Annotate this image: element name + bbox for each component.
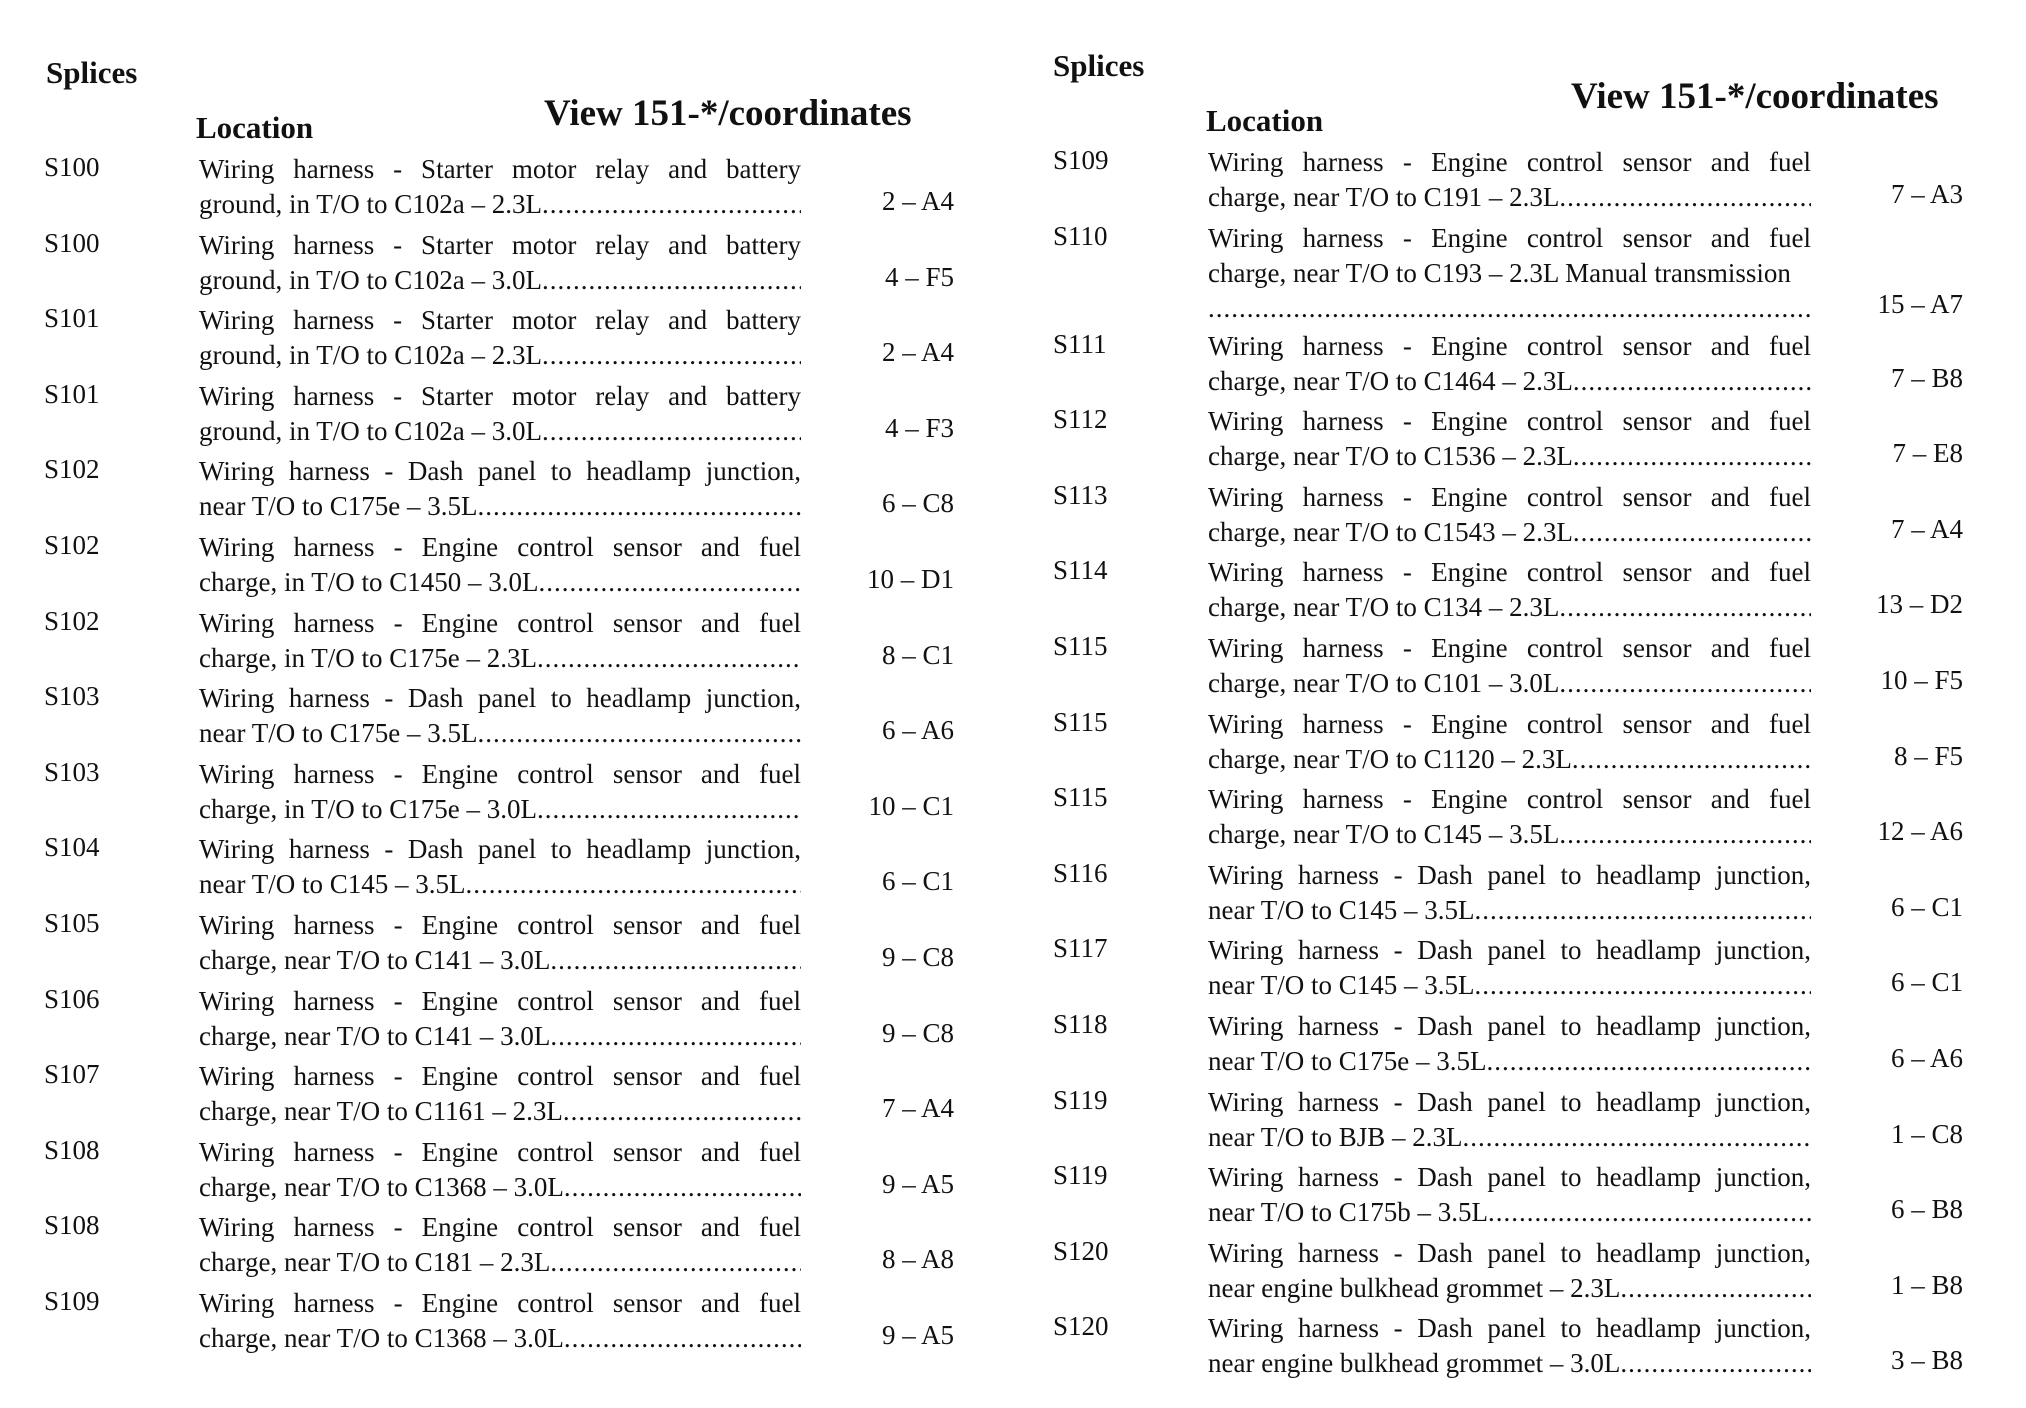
splice-location (1208, 933, 1811, 1003)
splice-row (44, 530, 964, 606)
location-line-2-text: charge, near T/O to C1120 – 2.3L (1208, 743, 1572, 774)
splice-code: S115 (1053, 782, 1108, 813)
location-line-2 (1208, 1346, 1811, 1381)
splice-code: S101 (44, 303, 100, 334)
location-line-2-text: charge, near T/O to C1161 – 2.3L (199, 1096, 563, 1127)
location-line-2 (1208, 1271, 1811, 1306)
splice-location (1208, 1236, 1811, 1306)
location-line-1: Wiring harness - Engine control sensor and fuel (199, 607, 801, 638)
location-line-2 (1208, 256, 1811, 291)
location-line-2 (1208, 893, 1811, 928)
view-coordinate: 8 – C1 (881, 639, 954, 670)
view-coordinate: 8 – F5 (1893, 740, 1963, 771)
splice-row (44, 1135, 964, 1211)
location-line-2 (199, 792, 801, 827)
view-coordinate: 7 – A4 (881, 1093, 954, 1124)
location-line-2 (199, 263, 801, 298)
location-line-2-text: charge, in T/O to C175e – 3.0L (199, 793, 537, 824)
location-line-1: Wiring harness - Engine control sensor and fuel (199, 1287, 801, 1318)
splice-row (1053, 1236, 1973, 1312)
location-line-1: Wiring harness - Engine control sensor and fuel (199, 1061, 801, 1092)
splice-row (44, 606, 964, 682)
location-line-2 (1208, 742, 1811, 777)
location-line-1: Wiring harness - Engine control sensor and fuel (199, 1212, 801, 1243)
splice-row (44, 1059, 964, 1135)
location-line-1: Wiring harness - Dash panel to headlamp junction, (1208, 859, 1811, 890)
splices-title: Splices (46, 55, 138, 90)
splice-code: S115 (1053, 630, 1108, 661)
splice-code: S118 (1053, 1008, 1108, 1039)
splice-location (1208, 221, 1811, 326)
location-line-2 (1208, 968, 1811, 1003)
splice-row (1053, 782, 1973, 858)
splice-code: S102 (44, 454, 100, 485)
splice-code: S108 (44, 1210, 100, 1241)
view-coordinate: 6 – B8 (1890, 1194, 1963, 1225)
splice-location (199, 1286, 801, 1356)
view-coordinate: 10 – C1 (868, 790, 954, 821)
location-line-1: Wiring harness - Dash panel to headlamp junction, (199, 834, 801, 865)
splice-code: S108 (44, 1134, 100, 1165)
view-coordinate: 7 – A3 (1890, 179, 1963, 209)
dot-leader (1208, 291, 1811, 326)
splice-location (199, 908, 801, 978)
location-line-2-text: near T/O to C145 – 3.5L (1208, 894, 1475, 925)
splice-code: S119 (1053, 1160, 1108, 1191)
splice-code: S107 (44, 1059, 100, 1090)
location-line-2-text: charge, in T/O to C1450 – 3.0L (199, 566, 539, 597)
location-line-2 (1208, 817, 1811, 852)
location-line-2-text: near T/O to C175e – 3.5L (199, 718, 478, 749)
location-line-1: Wiring harness - Engine control sensor and fuel (199, 531, 801, 562)
splice-row (1053, 631, 1973, 707)
location-line-1: Wiring harness - Engine control sensor and fuel (199, 1136, 801, 1167)
splice-location (1208, 1085, 1811, 1155)
view-coordinate: 6 – C8 (881, 488, 954, 519)
splice-row (1053, 221, 1973, 329)
location-line-2-text: charge, near T/O to C1368 – 3.0L (199, 1322, 564, 1353)
location-line-2 (1208, 666, 1811, 701)
location-line-2-text: near T/O to C145 – 3.5L (1208, 970, 1475, 1001)
location-line-1: Wiring harness - Engine control sensor and fuel (1208, 708, 1811, 739)
splice-row (44, 757, 964, 833)
view-coordinate: 10 – F5 (1880, 664, 1963, 695)
location-line-2-text: charge, near T/O to C191 – 2.3L (1208, 182, 1560, 212)
location-line-2-text: charge, in T/O to C175e – 2.3L (199, 642, 537, 673)
location-line-2 (199, 187, 801, 222)
location-line-2-text: near T/O to C175b – 3.5L (1208, 1197, 1488, 1228)
splice-row (1053, 1311, 1973, 1387)
view-coordinate: 7 – E8 (1892, 438, 1963, 469)
location-line-1: Wiring harness - Engine control sensor and fuel (1208, 784, 1811, 815)
location-line-1: Wiring harness - Starter motor relay and battery (199, 229, 801, 260)
splice-location (199, 681, 801, 751)
splice-location (199, 1135, 801, 1205)
location-line-2-text: near T/O to C145 – 3.5L (199, 869, 466, 900)
splice-code: S101 (44, 378, 100, 409)
splice-row (1053, 1085, 1973, 1161)
location-line-1: Wiring harness - Dash panel to headlamp junction, (199, 683, 801, 714)
location-line-2-text: charge, near T/O to C141 – 3.0L (199, 1020, 551, 1051)
location-line-2 (199, 338, 801, 373)
splice-code: S113 (1053, 479, 1108, 510)
view-coordinate: 1 – B8 (1890, 1269, 1963, 1300)
view-coordinate: 15 – A7 (1877, 288, 1963, 319)
splice-code: S116 (1053, 857, 1108, 888)
location-line-2-text: charge, near T/O to C141 – 3.0L (199, 944, 551, 975)
location-line-2 (199, 716, 801, 751)
splice-row (1053, 404, 1973, 480)
splice-location (199, 984, 801, 1054)
splice-row (44, 908, 964, 984)
location-line-1: Wiring harness - Dash panel to headlamp junction, (1208, 1313, 1811, 1344)
splice-location (1208, 858, 1811, 928)
view-coordinate: 6 – C1 (881, 866, 954, 897)
splice-row (1053, 1009, 1973, 1085)
splice-location (199, 1059, 801, 1129)
location-line-2-text: charge, near T/O to C193 – 2.3L Manual transmission (1208, 257, 1791, 288)
splice-row (44, 832, 964, 908)
splice-code: S103 (44, 681, 100, 712)
location-line-1: Wiring harness - Engine control sensor and fuel (1208, 147, 1811, 177)
splice-row (44, 454, 964, 530)
splice-location (199, 530, 801, 600)
location-line-1: Wiring harness - Starter motor relay and battery (199, 380, 801, 411)
location-line-1: Wiring harness - Dash panel to headlamp junction, (1208, 1010, 1811, 1041)
view-coordinates-header: View 151-*/coordinates (544, 93, 912, 134)
location-line-2 (199, 1019, 801, 1054)
splice-code: S103 (44, 756, 100, 787)
location-line-2 (199, 867, 801, 902)
splice-row (1053, 480, 1973, 556)
view-coordinate: 1 – C8 (1890, 1118, 1963, 1149)
splice-row (44, 303, 964, 379)
splice-location (1208, 1311, 1811, 1381)
location-line-2-text: charge, near T/O to C145 – 3.5L (1208, 819, 1560, 850)
view-coordinate: 8 – A8 (881, 1244, 954, 1275)
location-line-1: Wiring harness - Dash panel to headlamp junction, (199, 456, 801, 487)
location-header: Location (196, 110, 314, 145)
location-line-1: Wiring harness - Engine control sensor and fuel (1208, 330, 1811, 361)
view-coordinate: 3 – B8 (1890, 1345, 1963, 1376)
splice-code: S110 (1053, 220, 1108, 251)
splice-row (44, 379, 964, 455)
splice-location (199, 454, 801, 524)
location-line-2-text: ground, in T/O to C102a – 2.3L (199, 340, 542, 371)
location-line-1: Wiring harness - Engine control sensor and fuel (199, 909, 801, 940)
location-line-2 (1208, 515, 1811, 550)
view-coordinate: 2 – A4 (881, 337, 954, 368)
splice-location (1208, 1009, 1811, 1079)
view-coordinate: 7 – A4 (1890, 513, 1963, 544)
location-line-2 (199, 943, 801, 978)
location-line-2 (199, 565, 801, 600)
splice-location (199, 832, 801, 902)
splice-location (1208, 1160, 1811, 1230)
view-coordinate: 7 – B8 (1890, 362, 1963, 393)
location-line-1: Wiring harness - Dash panel to headlamp junction, (1208, 935, 1811, 966)
location-line-2 (1208, 1195, 1811, 1230)
location-line-2 (199, 641, 801, 676)
splice-row (1053, 555, 1973, 631)
location-line-2 (199, 414, 801, 449)
splice-code: S111 (1053, 328, 1107, 359)
view-coordinate: 9 – C8 (881, 1017, 954, 1048)
splice-code: S100 (44, 227, 100, 258)
location-line-1: Wiring harness - Engine control sensor and fuel (1208, 222, 1811, 253)
splice-location (199, 303, 801, 373)
view-coordinate: 2 – A4 (881, 186, 954, 216)
splice-row (1053, 858, 1973, 934)
location-header: Location (1206, 103, 1324, 138)
view-coordinate: 12 – A6 (1877, 816, 1963, 847)
location-line-2 (1208, 1120, 1811, 1155)
splice-location (199, 606, 801, 676)
splice-row (1053, 1160, 1973, 1236)
view-coordinate: 6 – C1 (1890, 891, 1963, 922)
splice-row (44, 152, 964, 228)
splice-row (1053, 329, 1973, 405)
splice-location (199, 228, 801, 298)
splice-code: S100 (44, 152, 100, 182)
location-line-2 (199, 1245, 801, 1280)
location-line-1: Wiring harness - Engine control sensor and fuel (1208, 406, 1811, 437)
location-line-2-text: charge, near T/O to C1536 – 2.3L (1208, 441, 1573, 472)
view-coordinate: 4 – F3 (884, 412, 954, 443)
splice-location (1208, 145, 1811, 215)
location-line-2 (199, 489, 801, 524)
splice-code: S115 (1053, 706, 1108, 737)
splice-location (199, 379, 801, 449)
splice-location (1208, 707, 1811, 777)
splice-row (1053, 707, 1973, 783)
splice-code: S102 (44, 605, 100, 636)
splice-code: S106 (44, 983, 100, 1014)
location-line-2-text: near T/O to BJB – 2.3L (1208, 1121, 1463, 1152)
location-line-2 (1208, 180, 1811, 215)
splice-location (199, 152, 801, 222)
location-line-1: Wiring harness - Engine control sensor and fuel (199, 758, 801, 789)
splice-location (1208, 480, 1811, 550)
view-coordinate: 9 – A5 (881, 1319, 954, 1350)
location-line-1: Wiring harness - Dash panel to headlamp junction, (1208, 1162, 1811, 1193)
location-line-2-text: near T/O to C175e – 3.5L (199, 491, 478, 522)
splice-code: S119 (1053, 1084, 1108, 1115)
view-coordinate: 6 – A6 (1890, 1042, 1963, 1073)
splice-code: S120 (1053, 1235, 1109, 1266)
splices-title: Splices (1053, 48, 1145, 83)
splice-row (44, 984, 964, 1060)
location-line-1: Wiring harness - Engine control sensor and fuel (1208, 481, 1811, 512)
splice-code: S105 (44, 907, 100, 938)
splice-code: S109 (44, 1285, 100, 1316)
splice-row (44, 1286, 964, 1362)
location-line-2-text: charge, near T/O to C101 – 3.0L (1208, 667, 1560, 698)
splice-code: S117 (1053, 933, 1108, 964)
location-line-1: Wiring harness - Starter motor relay and battery (199, 154, 801, 184)
splice-location (1208, 782, 1811, 852)
location-line-1: Wiring harness - Dash panel to headlamp junction, (1208, 1086, 1811, 1117)
splice-row (44, 1210, 964, 1286)
location-line-2 (199, 1170, 801, 1205)
view-coordinate: 9 – A5 (881, 1168, 954, 1199)
location-line-2-text: charge, near T/O to C181 – 2.3L (199, 1247, 551, 1278)
location-line-2 (199, 1321, 801, 1356)
location-line-2 (1208, 364, 1811, 399)
splice-row (44, 228, 964, 304)
splice-list (44, 152, 964, 1362)
splice-code: S109 (1053, 145, 1109, 175)
location-line-2-text: ground, in T/O to C102a – 2.3L (199, 189, 542, 219)
splice-location (199, 1210, 801, 1280)
splice-row (44, 681, 964, 757)
splice-location (1208, 555, 1811, 625)
view-coordinates-header: View 151-*/coordinates (1571, 76, 1939, 117)
location-line-1: Wiring harness - Dash panel to headlamp junction, (1208, 1237, 1811, 1268)
location-line-2-text: charge, near T/O to C134 – 2.3L (1208, 592, 1560, 623)
splice-code: S102 (44, 529, 100, 560)
view-coordinate: 10 – D1 (867, 563, 954, 594)
location-line-2-text: near T/O to C175e – 3.5L (1208, 1045, 1487, 1076)
location-line-1: Wiring harness - Starter motor relay and battery (199, 305, 801, 336)
view-coordinate: 6 – A6 (881, 715, 954, 746)
splice-location (1208, 404, 1811, 474)
location-line-2 (1208, 439, 1811, 474)
splice-code: S112 (1053, 404, 1108, 435)
location-line-2-text: charge, near T/O to C1543 – 2.3L (1208, 516, 1573, 547)
splice-code: S104 (44, 832, 100, 863)
splice-code: S114 (1053, 555, 1108, 586)
view-coordinate: 4 – F5 (884, 261, 954, 292)
splice-list (1053, 145, 1973, 1387)
location-line-2-text: charge, near T/O to C1368 – 3.0L (199, 1171, 564, 1202)
location-line-1: Wiring harness - Engine control sensor and fuel (199, 985, 801, 1016)
location-line-2-text: charge, near T/O to C1464 – 2.3L (1208, 365, 1573, 396)
view-coordinate: 13 – D2 (1876, 589, 1963, 620)
location-line-2 (1208, 590, 1811, 625)
view-coordinate: 6 – C1 (1890, 967, 1963, 998)
splice-code: S120 (1053, 1311, 1109, 1342)
splice-row (1053, 933, 1973, 1009)
location-line-2-text: ground, in T/O to C102a – 3.0L (199, 415, 542, 446)
location-line-2-text: near engine bulkhead grommet – 3.0L (1208, 1348, 1621, 1379)
location-line-2-text: ground, in T/O to C102a – 3.0L (199, 264, 542, 295)
location-line-2 (199, 1094, 801, 1129)
location-line-1: Wiring harness - Engine control sensor and fuel (1208, 557, 1811, 588)
splice-location (1208, 329, 1811, 399)
location-line-2-text: near engine bulkhead grommet – 2.3L (1208, 1272, 1621, 1303)
location-line-2 (1208, 1044, 1811, 1079)
splice-location (199, 757, 801, 827)
view-coordinate: 9 – C8 (881, 941, 954, 972)
location-line-1: Wiring harness - Engine control sensor and fuel (1208, 632, 1811, 663)
splice-location (1208, 631, 1811, 701)
splice-row (1053, 145, 1973, 221)
